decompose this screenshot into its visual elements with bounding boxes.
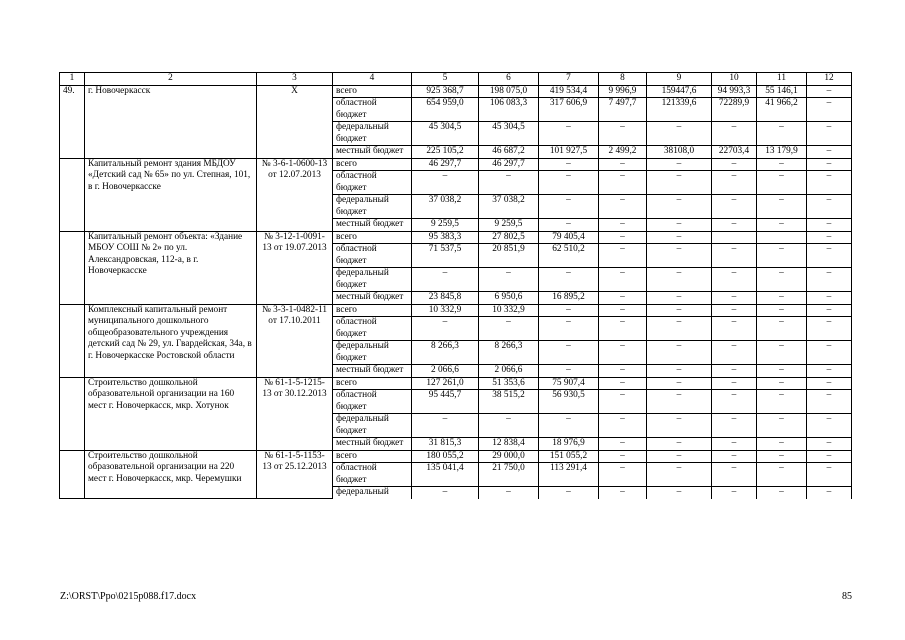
value-cell: 37 038,2: [412, 195, 479, 219]
value-cell: –: [599, 463, 647, 487]
value-cell: –: [412, 317, 479, 341]
document-ref: № 61-1-5-1153-13 от 25.12.2013: [257, 450, 333, 499]
value-cell: 2 066,6: [479, 365, 539, 378]
value-cell: –: [599, 450, 647, 463]
value-cell: 12 838,4: [479, 438, 539, 451]
value-cell: –: [757, 244, 807, 268]
value-cell: 71 537,5: [412, 244, 479, 268]
value-cell: –: [807, 414, 852, 438]
value-cell: –: [807, 171, 852, 195]
value-cell: 75 907,4: [539, 377, 599, 390]
value-cell: –: [479, 171, 539, 195]
value-cell: 41 966,2: [757, 98, 807, 122]
value-cell: 22703,4: [712, 146, 757, 159]
value-cell: 9 259,5: [412, 219, 479, 232]
header-cell: 10: [712, 73, 757, 86]
value-cell: –: [712, 390, 757, 414]
value-cell: –: [807, 487, 852, 499]
value-cell: –: [412, 487, 479, 499]
value-cell: –: [757, 122, 807, 146]
value-cell: 79 405,4: [539, 231, 599, 244]
value-cell: –: [807, 377, 852, 390]
value-cell: –: [479, 268, 539, 292]
value-cell: –: [599, 377, 647, 390]
header-cell: 7: [539, 73, 599, 86]
value-cell: –: [757, 390, 807, 414]
value-cell: –: [599, 390, 647, 414]
value-cell: 95 383,3: [412, 231, 479, 244]
value-cell: –: [712, 219, 757, 232]
value-cell: –: [412, 171, 479, 195]
value-cell: –: [647, 304, 712, 317]
object-name: Комплексный капитальный ремонт муниципального дошкольного общеобразовательного учреждения детский сад № 29, ул. Гвардейская, 34а, в г. Новочеркасске Ростовской области: [85, 304, 257, 377]
header-cell: 2: [85, 73, 257, 86]
value-cell: –: [757, 450, 807, 463]
value-cell: –: [757, 414, 807, 438]
value-cell: –: [712, 438, 757, 451]
value-cell: –: [599, 438, 647, 451]
value-cell: –: [807, 450, 852, 463]
value-cell: –: [599, 231, 647, 244]
value-cell: 151 055,2: [539, 450, 599, 463]
value-cell: –: [807, 158, 852, 171]
value-cell: 37 038,2: [479, 195, 539, 219]
value-cell: –: [647, 341, 712, 365]
value-cell: –: [539, 171, 599, 195]
value-cell: –: [539, 158, 599, 171]
value-cell: –: [807, 438, 852, 451]
funding-source: областной бюджет: [333, 390, 412, 414]
value-cell: 225 105,2: [412, 146, 479, 159]
value-cell: –: [647, 268, 712, 292]
header-cell: 1: [60, 73, 85, 86]
value-cell: –: [757, 317, 807, 341]
funding-source: всего: [333, 85, 412, 98]
value-cell: 23 845,8: [412, 292, 479, 305]
value-cell: –: [599, 219, 647, 232]
value-cell: –: [807, 341, 852, 365]
value-cell: –: [712, 158, 757, 171]
value-cell: –: [539, 122, 599, 146]
funding-source: областной бюджет: [333, 463, 412, 487]
header-cell: 6: [479, 73, 539, 86]
header-cell: 8: [599, 73, 647, 86]
value-cell: –: [647, 365, 712, 378]
value-cell: 2 066,6: [412, 365, 479, 378]
value-cell: –: [757, 377, 807, 390]
value-cell: –: [807, 195, 852, 219]
value-cell: 62 510,2: [539, 244, 599, 268]
funding-source: федеральный: [333, 487, 412, 499]
value-cell: –: [712, 317, 757, 341]
value-cell: 101 927,5: [539, 146, 599, 159]
object-name: Капитальный ремонт здания МБДОУ «Детский сад № 65» по ул. Степная, 101, в г. Новочеркасске: [85, 158, 257, 231]
value-cell: 46 297,7: [479, 158, 539, 171]
row-number: [60, 377, 85, 450]
value-cell: –: [712, 268, 757, 292]
value-cell: 159447,6: [647, 85, 712, 98]
funding-source: всего: [333, 377, 412, 390]
value-cell: 2 499,2: [599, 146, 647, 159]
value-cell: –: [712, 365, 757, 378]
value-cell: –: [539, 487, 599, 499]
value-cell: –: [539, 365, 599, 378]
page-number: 85: [842, 591, 852, 602]
value-cell: 127 261,0: [412, 377, 479, 390]
value-cell: –: [647, 414, 712, 438]
funding-source: областной бюджет: [333, 317, 412, 341]
value-cell: –: [599, 244, 647, 268]
row-number: 49.: [60, 85, 85, 158]
table-row: [60, 304, 852, 317]
budget-table: [59, 72, 852, 499]
value-cell: –: [712, 244, 757, 268]
value-cell: –: [757, 304, 807, 317]
funding-source: федеральный бюджет: [333, 195, 412, 219]
value-cell: –: [807, 365, 852, 378]
row-number: [60, 304, 85, 377]
value-cell: 45 304,5: [479, 122, 539, 146]
value-cell: –: [807, 98, 852, 122]
value-cell: 45 304,5: [412, 122, 479, 146]
value-cell: 20 851,9: [479, 244, 539, 268]
funding-source: областной бюджет: [333, 98, 412, 122]
header-cell: 5: [412, 73, 479, 86]
value-cell: 925 368,7: [412, 85, 479, 98]
value-cell: –: [712, 304, 757, 317]
value-cell: –: [599, 268, 647, 292]
value-cell: –: [757, 463, 807, 487]
funding-source: местный бюджет: [333, 438, 412, 451]
value-cell: –: [757, 292, 807, 305]
value-cell: –: [712, 341, 757, 365]
value-cell: –: [807, 146, 852, 159]
header-cell: 9: [647, 73, 712, 86]
value-cell: –: [539, 414, 599, 438]
funding-source: всего: [333, 158, 412, 171]
value-cell: –: [647, 317, 712, 341]
value-cell: –: [599, 292, 647, 305]
value-cell: –: [539, 268, 599, 292]
value-cell: –: [807, 85, 852, 98]
table-row: [60, 158, 852, 171]
funding-source: федеральный бюджет: [333, 414, 412, 438]
value-cell: 51 353,6: [479, 377, 539, 390]
value-cell: –: [757, 158, 807, 171]
funding-source: федеральный бюджет: [333, 268, 412, 292]
value-cell: –: [647, 390, 712, 414]
value-cell: 95 445,7: [412, 390, 479, 414]
value-cell: –: [757, 195, 807, 219]
value-cell: –: [757, 268, 807, 292]
value-cell: 419 534,4: [539, 85, 599, 98]
funding-source: местный бюджет: [333, 146, 412, 159]
object-name: Капитальный ремонт объекта: «Здание МБОУ СОШ № 2» по ул. Александровская, 112-а, в г. Новочеркасске: [85, 231, 257, 304]
table-row: [60, 377, 852, 390]
value-cell: 55 146,1: [757, 85, 807, 98]
value-cell: –: [539, 317, 599, 341]
value-cell: 38 515,2: [479, 390, 539, 414]
value-cell: 121339,6: [647, 98, 712, 122]
funding-source: федеральный бюджет: [333, 341, 412, 365]
value-cell: –: [757, 171, 807, 195]
header-cell: 11: [757, 73, 807, 86]
value-cell: –: [479, 414, 539, 438]
value-cell: 654 959,0: [412, 98, 479, 122]
file-path: Z:\ORST\Ppo\0215p088.f17.docx: [60, 591, 197, 602]
value-cell: –: [647, 438, 712, 451]
value-cell: –: [599, 171, 647, 195]
row-number: [60, 231, 85, 304]
value-cell: 46 297,7: [412, 158, 479, 171]
document-ref: № 3-6-1-0600-13 от 12.07.2013: [257, 158, 333, 231]
value-cell: 29 000,0: [479, 450, 539, 463]
header-cell: 3: [257, 73, 333, 86]
value-cell: [712, 231, 757, 244]
value-cell: –: [599, 195, 647, 219]
funding-source: местный бюджет: [333, 219, 412, 232]
value-cell: –: [647, 231, 712, 244]
object-name: г. Новочеркасск: [85, 85, 257, 158]
value-cell: –: [807, 268, 852, 292]
value-cell: –: [647, 122, 712, 146]
value-cell: –: [757, 438, 807, 451]
header-cell: 4: [333, 73, 412, 86]
value-cell: 8 266,3: [479, 341, 539, 365]
funding-source: областной бюджет: [333, 244, 412, 268]
value-cell: 31 815,3: [412, 438, 479, 451]
value-cell: 10 332,9: [479, 304, 539, 317]
value-cell: –: [712, 195, 757, 219]
table-row: [60, 450, 852, 463]
row-number: [60, 450, 85, 499]
document-ref: № 3-3-1-0482-11 от 17.10.2011: [257, 304, 333, 377]
value-cell: 16 895,2: [539, 292, 599, 305]
value-cell: 46 687,2: [479, 146, 539, 159]
value-cell: –: [599, 158, 647, 171]
value-cell: 113 291,4: [539, 463, 599, 487]
value-cell: 6 950,6: [479, 292, 539, 305]
value-cell: 7 497,7: [599, 98, 647, 122]
value-cell: 38108,0: [647, 146, 712, 159]
value-cell: –: [712, 171, 757, 195]
value-cell: 56 930,5: [539, 390, 599, 414]
value-cell: –: [599, 304, 647, 317]
value-cell: 9 259,5: [479, 219, 539, 232]
value-cell: –: [807, 231, 852, 244]
value-cell: –: [539, 195, 599, 219]
value-cell: –: [757, 219, 807, 232]
value-cell: 10 332,9: [412, 304, 479, 317]
object-name: Строительство дошкольной образовательной организации на 160 мест г. Новочеркасск, мкр. Хотунок: [85, 377, 257, 450]
funding-source: областной бюджет: [333, 171, 412, 195]
value-cell: 106 083,3: [479, 98, 539, 122]
table-body: [60, 73, 852, 499]
funding-source: местный бюджет: [333, 292, 412, 305]
value-cell: –: [712, 414, 757, 438]
value-cell: –: [647, 171, 712, 195]
value-cell: –: [599, 365, 647, 378]
funding-source: всего: [333, 304, 412, 317]
value-cell: 9 996,9: [599, 85, 647, 98]
value-cell: 135 041,4: [412, 463, 479, 487]
value-cell: –: [539, 304, 599, 317]
value-cell: [757, 231, 807, 244]
value-cell: 8 266,3: [412, 341, 479, 365]
table-row: [60, 231, 852, 244]
value-cell: –: [807, 304, 852, 317]
value-cell: –: [807, 317, 852, 341]
document-ref: № 3-12-1-0091-13 от 19.07.2013: [257, 231, 333, 304]
value-cell: –: [712, 122, 757, 146]
table-row: [60, 85, 852, 98]
value-cell: –: [647, 377, 712, 390]
value-cell: –: [647, 158, 712, 171]
value-cell: –: [412, 414, 479, 438]
header-row: [60, 73, 852, 86]
value-cell: 72289,9: [712, 98, 757, 122]
value-cell: –: [479, 317, 539, 341]
value-cell: –: [647, 244, 712, 268]
value-cell: 180 055,2: [412, 450, 479, 463]
value-cell: –: [412, 268, 479, 292]
funding-source: федеральный бюджет: [333, 122, 412, 146]
value-cell: 13 179,9: [757, 146, 807, 159]
value-cell: –: [599, 341, 647, 365]
value-cell: –: [807, 390, 852, 414]
funding-source: местный бюджет: [333, 365, 412, 378]
value-cell: –: [539, 219, 599, 232]
value-cell: 198 075,0: [479, 85, 539, 98]
value-cell: –: [757, 365, 807, 378]
value-cell: –: [539, 341, 599, 365]
value-cell: –: [712, 450, 757, 463]
value-cell: –: [599, 487, 647, 499]
value-cell: –: [757, 487, 807, 499]
value-cell: –: [807, 122, 852, 146]
document-ref: № 61-1-5-1215-13 от 30.12.2013: [257, 377, 333, 450]
object-name: Строительство дошкольной образовательной организации на 220 мест г. Новочеркасск, мкр. Черемушки: [85, 450, 257, 499]
value-cell: –: [807, 244, 852, 268]
funding-source: всего: [333, 231, 412, 244]
value-cell: –: [712, 487, 757, 499]
document-ref: Х: [257, 85, 333, 158]
header-cell: 12: [807, 73, 852, 86]
value-cell: –: [599, 122, 647, 146]
value-cell: –: [647, 450, 712, 463]
funding-source: всего: [333, 450, 412, 463]
value-cell: –: [479, 487, 539, 499]
value-cell: –: [599, 414, 647, 438]
value-cell: –: [647, 463, 712, 487]
value-cell: –: [712, 463, 757, 487]
value-cell: –: [807, 292, 852, 305]
value-cell: –: [647, 292, 712, 305]
value-cell: 317 606,9: [539, 98, 599, 122]
value-cell: –: [647, 219, 712, 232]
value-cell: 27 802,5: [479, 231, 539, 244]
value-cell: –: [647, 195, 712, 219]
value-cell: –: [807, 463, 852, 487]
value-cell: 94 993,3: [712, 85, 757, 98]
value-cell: –: [712, 377, 757, 390]
value-cell: –: [647, 487, 712, 499]
value-cell: 21 750,0: [479, 463, 539, 487]
value-cell: –: [712, 292, 757, 305]
value-cell: –: [807, 219, 852, 232]
row-number: [60, 158, 85, 231]
value-cell: –: [599, 317, 647, 341]
value-cell: 18 976,9: [539, 438, 599, 451]
value-cell: –: [757, 341, 807, 365]
